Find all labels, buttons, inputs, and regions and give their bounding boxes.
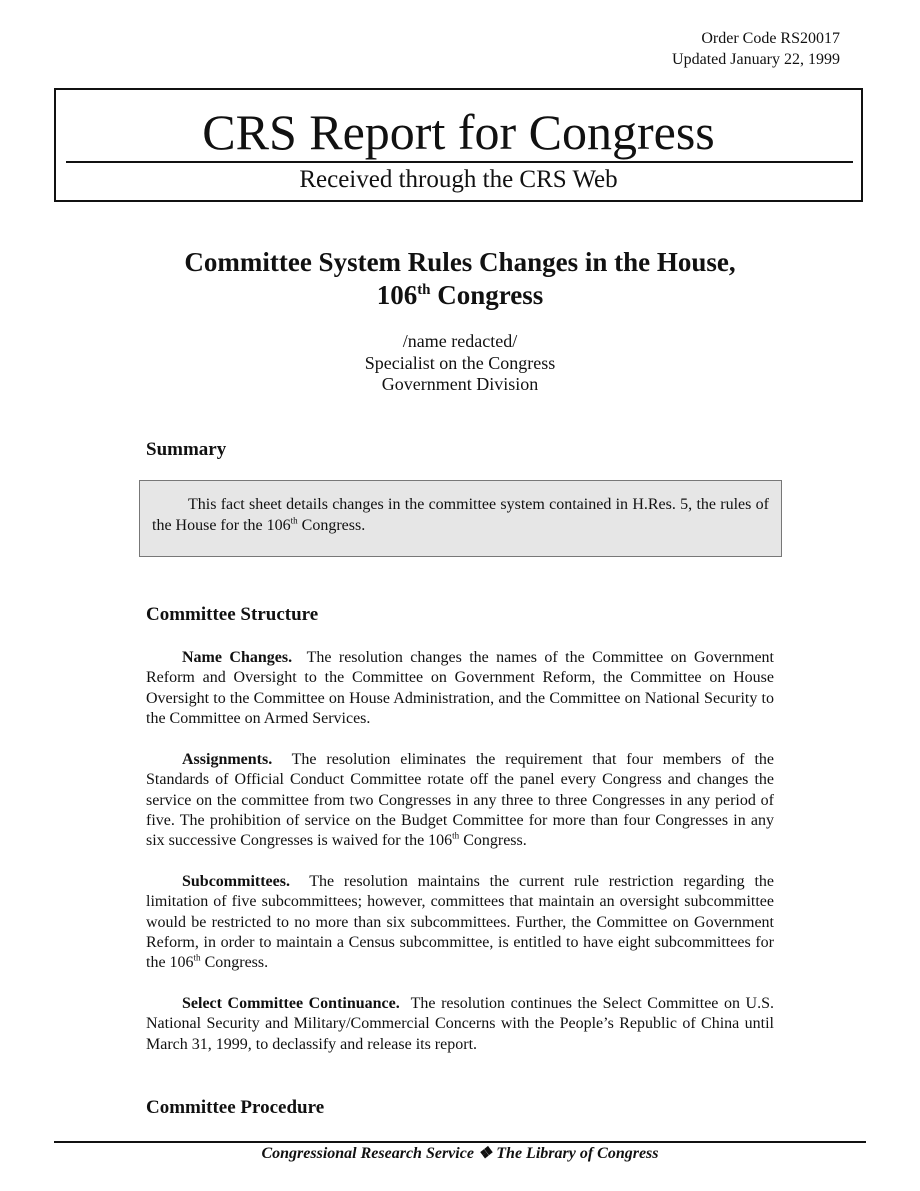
assignments-lead: Assignments. bbox=[182, 751, 273, 768]
subcommittees-lead: Subcommittees. bbox=[182, 873, 290, 890]
summary-ordinal: th bbox=[290, 515, 298, 526]
name-changes-lead: Name Changes. bbox=[182, 649, 293, 666]
select-committee-paragraph bbox=[146, 994, 774, 1055]
summary-text bbox=[152, 494, 769, 536]
banner-subtitle: Received through the CRS Web bbox=[299, 166, 618, 193]
footer-text: Congressional Research Service ❖ The Library of Congress bbox=[261, 1145, 659, 1162]
title-ordinal: th bbox=[417, 282, 431, 298]
summary-text-end: Congress. bbox=[297, 517, 366, 534]
subcommittees-paragraph bbox=[146, 872, 774, 973]
order-code: Order Code RS20017 bbox=[701, 30, 840, 47]
author-division: Government Division bbox=[381, 374, 539, 394]
assignments-text-end: Congress. bbox=[459, 832, 527, 850]
author-block bbox=[0, 331, 920, 396]
name-changes-paragraph bbox=[146, 648, 774, 729]
title-line-1: Committee System Rules Changes in the House, bbox=[184, 247, 736, 277]
select-committee-lead: Select Committee Continuance. bbox=[182, 995, 400, 1012]
summary-box bbox=[139, 480, 782, 557]
banner-title: CRS Report for Congress bbox=[202, 104, 715, 160]
committee-structure-heading: Committee Structure bbox=[146, 604, 319, 625]
title-line-2 bbox=[0, 279, 920, 312]
subcommittees-ordinal: th bbox=[193, 952, 201, 963]
document-title bbox=[0, 246, 920, 312]
assignments-ordinal: th bbox=[452, 830, 460, 841]
summary-text-main: This fact sheet details changes in the committee system contained in H.Res. 5, the rules of the House for the 106 bbox=[152, 496, 769, 534]
author-name: /name redacted/ bbox=[402, 331, 518, 351]
order-code-block bbox=[672, 28, 840, 70]
assignments-text: The resolution eliminates the requirement that four members of the Standards of Official Conduct Committee rotate off the panel every Congress and changes the service on the committee from two Congresses in any three to three Congresses in any period of five. The prohibition of service on the Budget Committee for more than four Congresses in any six successive Congresses is waived for the 106 bbox=[146, 751, 774, 850]
title-congress: Congress bbox=[430, 280, 544, 310]
footer-divider bbox=[54, 1141, 866, 1143]
select-committee-text: The resolution continues the Select Committee on U.S. National Security and Military/Commercial Concerns with the People’s Republic of China until March 31, 1999, to declassify and release its report. bbox=[146, 995, 774, 1053]
title-number: 106 bbox=[376, 280, 418, 310]
banner-divider bbox=[66, 161, 853, 163]
subcommittees-text-end: Congress. bbox=[200, 954, 269, 972]
crs-banner bbox=[54, 88, 863, 202]
summary-heading: Summary bbox=[146, 439, 227, 460]
subcommittees-text: The resolution maintains the current rule restriction regarding the limitation of five subcommittees; however, committees that maintain an oversight subcommittee would be restricted to no more than six subcommittees. Further, the Committee on Government Reform, in order to maintain a Census subcommittee, is entitled to have eight subcommittees for the 106 bbox=[146, 873, 774, 972]
name-changes-text: The resolution changes the names of the Committee on Government Reform and Oversight to the Committee on Government Reform, the Committee on House Oversight to the Committee on House Administration, and the Committee on National Security to the Committee on Armed Services. bbox=[146, 649, 774, 727]
author-role: Specialist on the Congress bbox=[364, 352, 556, 373]
updated-date: Updated January 22, 1999 bbox=[672, 51, 840, 68]
assignments-paragraph bbox=[146, 750, 774, 851]
committee-procedure-heading: Committee Procedure bbox=[146, 1097, 325, 1118]
